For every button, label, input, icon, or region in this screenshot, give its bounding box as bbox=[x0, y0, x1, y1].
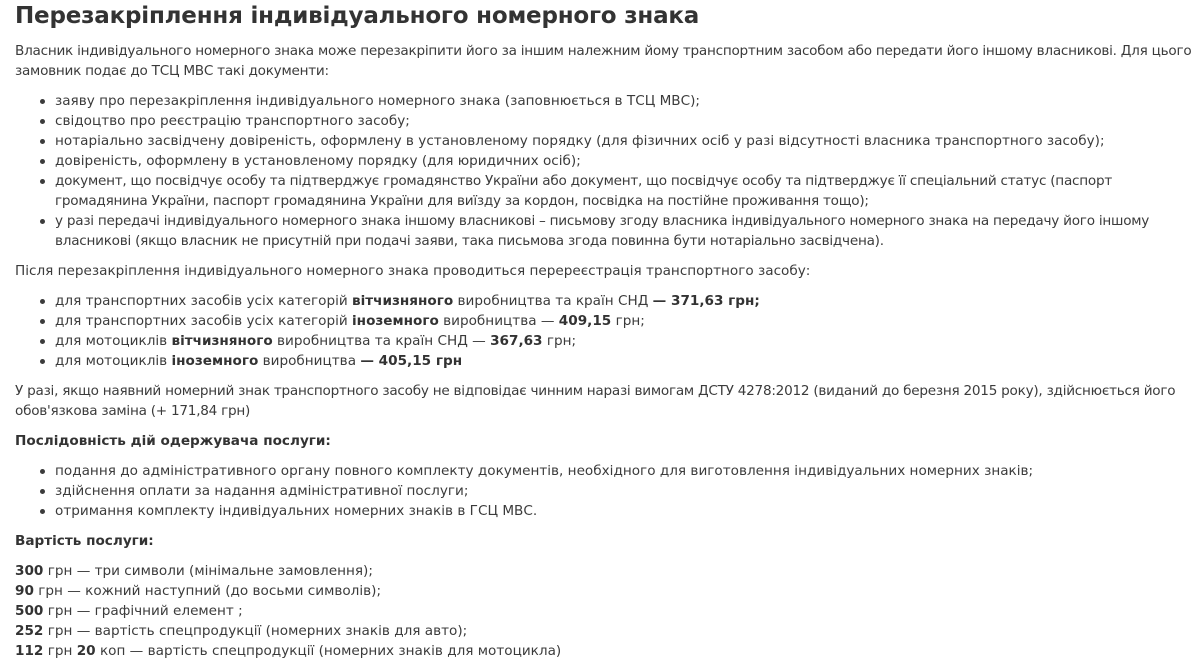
documents-list bbox=[15, 91, 1195, 251]
list-item bbox=[55, 311, 1195, 331]
steps-heading: Послідовність дій одержувача послуги: bbox=[15, 433, 331, 449]
text: виробництва — bbox=[438, 313, 559, 329]
list-item: довіреність, оформлену в установленому порядку (для юридичних осіб); bbox=[55, 151, 1195, 171]
cost-text: грн — три символи (мінімальне замовлення); bbox=[43, 563, 373, 579]
cost-text: грн — кожний наступний (до восьми символів); bbox=[33, 583, 382, 599]
price: 409,15 bbox=[558, 313, 612, 329]
text: грн; bbox=[542, 333, 577, 349]
intro-paragraph: Власник індивідуального номерного знака може перезакріпити його за іншим належним йому транспортним засобом або передати його іншому власникові. Для цього замовник подає до ТСЦ МВС такі документи: bbox=[15, 43, 1192, 79]
price: — 405,15 грн bbox=[360, 353, 463, 369]
cost-text: грн bbox=[43, 643, 77, 659]
price: — 371,63 грн; bbox=[652, 293, 760, 309]
cost-amount-kop: 20 bbox=[76, 643, 96, 659]
rereg-list bbox=[15, 291, 1195, 371]
cost-heading: Вартість послуги: bbox=[15, 533, 154, 549]
list-item bbox=[55, 331, 1195, 351]
replacement-note: У разі, якщо наявний номерний знак транспортного засобу не відповідає чинним наразі вимогам ДСТУ 4278:2012 (виданий до березня 2015 року), здійснюється його обов'язкова заміна (+ 171,84 грн) bbox=[15, 383, 1176, 419]
list-item bbox=[55, 351, 1195, 371]
origin: вітчизняного bbox=[352, 293, 454, 309]
cost-text: грн — вартість спецпродукції (номерних знаків для авто); bbox=[43, 623, 468, 639]
cost-text: коп — вартість спецпродукції (номерних знаків для мотоцикла) bbox=[95, 643, 562, 659]
steps-heading-paragraph bbox=[15, 431, 1195, 451]
list-item: здійснення оплати за надання адміністративної послуги; bbox=[55, 481, 1195, 501]
list-item: у разі передачі індивідуального номерного знака іншому власникові – письмову згоду власника індивідуального номерного знака на передачу його іншому власникові (якщо власник не присутній при подачі заяви, така письмова згода повинна бути нотаріально засвідчена). bbox=[55, 211, 1195, 251]
origin: іноземного bbox=[352, 313, 439, 329]
cost-line bbox=[15, 581, 1195, 601]
list-item: нотаріально засвідчену довіреність, оформлену в установленому порядку (для фізичних осіб у разі відсутності власника транспортного засобу); bbox=[55, 131, 1195, 151]
price: 367,63 bbox=[490, 333, 543, 349]
steps-list bbox=[15, 461, 1195, 521]
cost-line bbox=[15, 561, 1195, 581]
list-item: отримання комплекту індивідуальних номерних знаків в ГСЦ МВС. bbox=[55, 501, 1195, 521]
text: грн; bbox=[611, 313, 645, 329]
origin: іноземного bbox=[171, 353, 259, 369]
list-item: свідоцтво про реєстрацію транспортного засобу; bbox=[55, 111, 1195, 131]
cost-text: грн — графічний елемент ; bbox=[43, 603, 243, 619]
text: для мотоциклів bbox=[55, 353, 172, 369]
text: виробництва bbox=[258, 353, 361, 369]
text: для транспортних засобів усіх категорій bbox=[55, 293, 353, 309]
cost-amount: 300 bbox=[15, 563, 44, 579]
cost-amount: 112 bbox=[15, 643, 44, 659]
cost-amount: 252 bbox=[15, 623, 44, 639]
cost-line bbox=[15, 601, 1195, 621]
rereg-intro: Після перезакріплення індивідуального номерного знака проводиться перереєстрація транспортного засобу: bbox=[15, 263, 811, 279]
list-item bbox=[55, 291, 1195, 311]
cost-lines bbox=[15, 561, 1195, 661]
cost-amount: 90 bbox=[15, 583, 34, 599]
origin: вітчизняного bbox=[171, 333, 273, 349]
cost-amount: 500 bbox=[15, 603, 44, 619]
list-item: заяву про перезакріплення індивідуального номерного знака (заповнюється в ТСЦ МВС); bbox=[55, 91, 1195, 111]
list-item: документ, що посвідчує особу та підтверджує громадянство України або документ, що посвідчує особу та підтверджує її спеціальний статус (паспорт громадянина України, паспорт громадянина України для виїзду за кордон, посвідка на постійне проживання тощо); bbox=[55, 171, 1195, 211]
text: виробництва та країн СНД bbox=[453, 293, 653, 309]
cost-line bbox=[15, 641, 1195, 661]
text: для транспортних засобів усіх категорій bbox=[55, 313, 353, 329]
text: виробництва та країн СНД — bbox=[272, 333, 491, 349]
cost-heading-paragraph bbox=[15, 531, 1195, 551]
cost-line bbox=[15, 621, 1195, 641]
article bbox=[0, 2, 1195, 661]
list-item: подання до адміністративного органу повного комплекту документів, необхідного для виготовлення індивідуальних номерних знаків; bbox=[55, 461, 1195, 481]
page-title: Перезакріплення індивідуального номерного знака bbox=[15, 3, 700, 29]
text: для мотоциклів bbox=[55, 333, 172, 349]
